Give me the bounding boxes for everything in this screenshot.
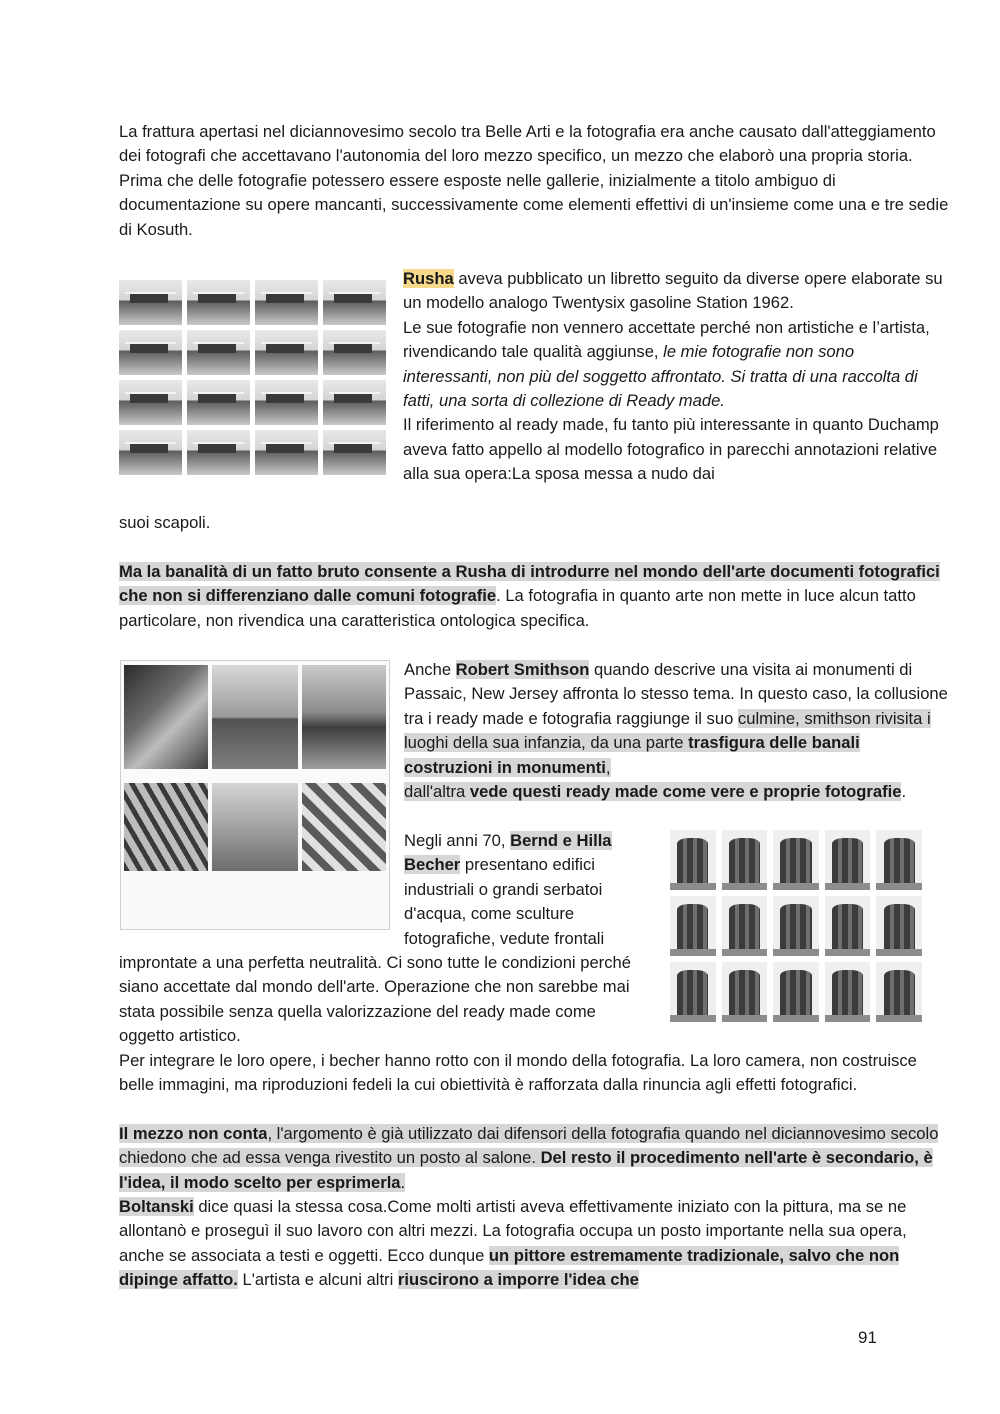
tower-photo	[876, 962, 922, 1022]
becher-water-towers-image	[670, 830, 922, 1022]
rusha-paragraph: Rusha aveva pubblicato un libretto seguito da diverse opere elaborate su un modello analogo Twentysix gasoline Station 1962. Le sue fotografie non vennero accettate perché non artistiche e l’artista, rivendicando tale qualità aggiunse, le mie fotografie non sono interessanti, non più del soggetto affrontato. Si tratta di una raccolta di fatti, una sorta di collezione di Ready made. Il riferimento al ready made, fu tanto più interessante in quanto Duchamp aveva fatto appello al modello fotografico in parecchi annotazioni relative alla sua opera:La sposa messa a nudo dai	[403, 269, 943, 484]
mezzo-paragraph: Il mezzo non conta, l'argomento è già utilizzato dai difensori della fotografia quando nel diciannovesimo secolo chiedono che ad essa venga rivestito un posto al salone. Del resto il procedimento nell'arte è secondario, è l'idea, il modo scelto per esprimerla.	[119, 1124, 939, 1192]
tower-photo	[773, 962, 819, 1022]
photo-thumb	[119, 330, 182, 375]
tower-photo	[825, 962, 871, 1022]
photo-thumb	[187, 430, 250, 475]
tower-photo	[825, 830, 871, 890]
bridge-photo	[124, 665, 208, 769]
smithson-name: Robert Smithson	[455, 660, 590, 679]
photo-thumb	[119, 280, 182, 325]
river-photo	[212, 665, 298, 769]
photo-thumb	[255, 330, 318, 375]
tower-photo	[876, 896, 922, 956]
tower-photo	[722, 896, 768, 956]
rusha-paragraph-tail: suoi scapoli.	[119, 513, 211, 532]
rusha-quote: le mie fotografie non sono interessanti, non più del soggetto affrontato. Si tratta di una raccolta di fatti, una sorta di collezione di Ready made.	[403, 342, 918, 411]
photo-thumb	[119, 380, 182, 425]
becher-paragraph-continued: improntate a una perfetta neutralità. Ci sono tutte le condizioni perché siano accettate dal mondo dell'arte. Operazione che non sarebbe mai stata possibile senza quella valorizzazione del ready made come oggetto artistico.	[119, 953, 631, 1046]
boltanski-name: Boltanski	[119, 1197, 194, 1216]
integration-paragraph: Per integrare le loro opere, i becher hanno rotto con il mondo della fotografia. La loro camera, non costruisce belle immagini, ma riproduzioni fedeli la cui obiettività è rafforzata dalla rinuncia agli effetti fotografici.	[119, 1051, 917, 1095]
sandbox-photo	[212, 783, 298, 871]
boltanski-paragraph: Boltanski dice quasi la stessa cosa.Come molti artisti aveva effettivamente iniziato con la pittura, ma se ne allontanò e proseguì il suo lavoro con altri mezzi. La fotografia occupa un posto importante nella sua opera, anche se associata a testi e oggetti. Ecco dunque un pittore estremamente tradizionale, salvo che non dipinge affatto. L'artista e alcuni altri riuscirono a imporre l'idea che	[119, 1197, 907, 1290]
map-collage-photo	[302, 783, 386, 871]
photo-thumb	[119, 430, 182, 475]
becher-paragraph: Negli anni 70, Bernd e Hilla Becher presentano edifici industriali o grandi serbatoi d'acqua, come sculture fotografiche, vedute frontali	[404, 831, 612, 948]
rusha-gas-stations-image	[119, 280, 386, 475]
intro-paragraph: La frattura apertasi nel diciannovesimo secolo tra Belle Arti e la fotografia era anche causato dall'atteggiamento dei fotografi che accettavano l'autonomia del loro mezzo specifico, un mezzo che elaborò una propria storia. Prima che delle fotografie potessero essere esposte nelle gallerie, inizialmente a titolo ambiguo di documentazione su opere mancanti, successivamente come elementi effettivi di un'insieme come una e tre sedie di Kosuth.	[119, 122, 949, 239]
shore-photo	[302, 665, 386, 769]
smithson-passaic-image	[120, 660, 390, 930]
tower-photo	[876, 830, 922, 890]
photo-thumb	[255, 380, 318, 425]
tower-photo	[670, 896, 716, 956]
tower-photo	[670, 830, 716, 890]
tower-photo	[773, 830, 819, 890]
banality-highlight: Ma la banalità di un fatto bruto consente a Rusha di introdurre nel mondo dell'arte documenti fotografici che non si differenziano dalle comuni fotografie	[119, 562, 940, 606]
tower-photo	[722, 962, 768, 1022]
page-number: 91	[858, 1328, 877, 1347]
tower-photo	[773, 896, 819, 956]
photo-thumb	[255, 280, 318, 325]
pipes-photo	[124, 783, 208, 871]
rusha-name: Rusha	[403, 269, 454, 288]
photo-thumb	[187, 380, 250, 425]
tower-photo	[722, 830, 768, 890]
tower-photo	[825, 896, 871, 956]
becher-name: Bernd e Hilla Becher	[404, 831, 612, 875]
banality-paragraph: Ma la banalità di un fatto bruto consente a Rusha di introdurre nel mondo dell'arte documenti fotografici che non si differenziano dalle comuni fotografie. La fotografia in quanto arte non mette in luce alcun tatto particolare, non rivendica una caratteristica ontologica specifica.	[119, 562, 940, 630]
smithson-paragraph: Anche Robert Smithson quando descrive una visita ai monumenti di Passaic, New Jersey affronta lo stesso tema. In questo caso, la collusione tra i ready made e fotografia raggiunge il suo culmine, smithson rivisita i luoghi della sua infanzia, da una parte trasfigura delle banali costruzioni in monumenti, dall'altra vede questi ready made come vere e proprie fotografie.	[404, 660, 948, 802]
photo-thumb	[187, 330, 250, 375]
photo-thumb	[187, 280, 250, 325]
photo-thumb	[323, 380, 386, 425]
photo-thumb	[255, 430, 318, 475]
photo-thumb	[323, 330, 386, 375]
photo-thumb	[323, 280, 386, 325]
tower-photo	[670, 962, 716, 1022]
photo-thumb	[323, 430, 386, 475]
